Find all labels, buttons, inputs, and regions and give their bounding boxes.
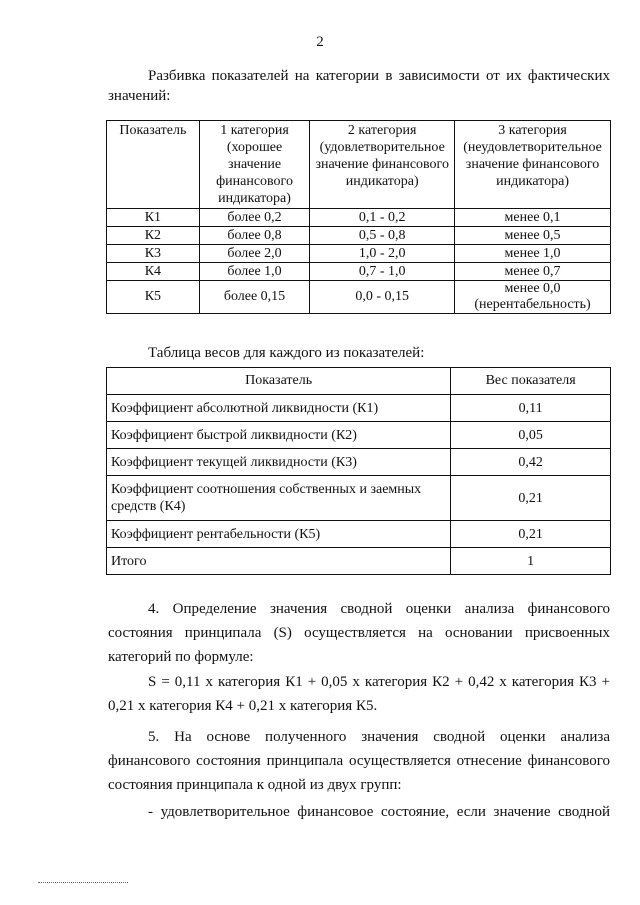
table-row xyxy=(107,209,611,227)
table-row xyxy=(107,245,611,263)
weight-cell: 0,11 xyxy=(451,395,611,422)
table-row xyxy=(107,422,611,449)
category-1-cell: более 1,0 xyxy=(199,263,310,281)
weights-table xyxy=(106,367,611,575)
header-indicator: Показатель xyxy=(107,368,451,395)
category-1-cell: более 0,8 xyxy=(199,227,310,245)
weights-table-title: Таблица весов для каждого из показателей: xyxy=(148,345,425,361)
indicator-cell: К5 xyxy=(107,281,200,314)
weight-cell: 0,42 xyxy=(451,449,611,476)
footnote-separator xyxy=(38,882,128,883)
category-2-cell: 0,0 - 0,15 xyxy=(310,281,455,314)
table-row xyxy=(107,263,611,281)
table-row xyxy=(107,476,611,521)
category-2-cell: 1,0 - 2,0 xyxy=(310,245,455,263)
table-row xyxy=(107,395,611,422)
table-row xyxy=(107,548,611,575)
indicator-cell: К3 xyxy=(107,245,200,263)
header-indicator: Показатель xyxy=(107,121,200,209)
total-weight-cell: 1 xyxy=(451,548,611,575)
category-3-cell: менее 0,0 (нерентабельность) xyxy=(455,281,611,314)
total-label-cell: Итого xyxy=(107,548,451,575)
category-2-cell: 0,5 - 0,8 xyxy=(310,227,455,245)
category-3-cell: менее 0,5 xyxy=(455,227,611,245)
category-1-cell: более 0,2 xyxy=(199,209,310,227)
indicator-cell: К4 xyxy=(107,263,200,281)
header-category-2: 2 категория (удовлетворительное значение финансового индикатора) xyxy=(310,121,455,209)
indicator-cell: К1 xyxy=(107,209,200,227)
indicator-name-cell: Коэффициент соотношения собственных и заемных средств (К4) xyxy=(107,476,451,521)
indicator-name-cell: Коэффициент текущей ликвидности (К3) xyxy=(107,449,451,476)
table-row xyxy=(107,449,611,476)
categories-table xyxy=(106,120,611,314)
category-2-cell: 0,7 - 1,0 xyxy=(310,263,455,281)
category-3-cell: менее 1,0 xyxy=(455,245,611,263)
indicator-name-cell: Коэффициент абсолютной ликвидности (К1) xyxy=(107,395,451,422)
weight-cell: 0,21 xyxy=(451,476,611,521)
indicator-name-cell: Коэффициент рентабельности (К5) xyxy=(107,521,451,548)
category-1-cell: более 2,0 xyxy=(199,245,310,263)
header-category-3: 3 категория (неудовлетворительное значение финансового индикатора) xyxy=(455,121,611,209)
table-row xyxy=(107,281,611,314)
header-category-1: 1 категория (хорошее значение финансового индикатора) xyxy=(199,121,310,209)
page-number: 2 xyxy=(316,34,324,50)
table-row xyxy=(107,227,611,245)
paragraph-4: 4. Определение значения сводной оценки анализа финансового состояния принципала (S) осуществляется на основании присвоенных категорий по формуле: xyxy=(108,601,610,665)
weight-cell: 0,21 xyxy=(451,521,611,548)
header-weight: Вес показателя xyxy=(451,368,611,395)
indicator-cell: К2 xyxy=(107,227,200,245)
bullet-item: - удовлетворительное финансовое состояние, если значение сводной xyxy=(148,804,610,820)
formula: S = 0,11 х категория К1 + 0,05 х категория К2 + 0,42 х категория К3 + 0,21 х категория К4 + 0,21 х категория К5. xyxy=(108,674,610,714)
table-row xyxy=(107,521,611,548)
weight-cell: 0,05 xyxy=(451,422,611,449)
category-3-cell: менее 0,7 xyxy=(455,263,611,281)
paragraph-5: 5. На основе полученного значения сводной оценки анализа финансового состояния принципала осуществляется отнесение финансового состояния принципала к одной из двух групп: xyxy=(108,729,610,793)
category-1-cell: более 0,15 xyxy=(199,281,310,314)
category-3-cell: менее 0,1 xyxy=(455,209,611,227)
category-2-cell: 0,1 - 0,2 xyxy=(310,209,455,227)
indicator-name-cell: Коэффициент быстрой ликвидности (К2) xyxy=(107,422,451,449)
intro-text: Разбивка показателей на категории в зависимости от их фактических значений: xyxy=(108,68,610,104)
